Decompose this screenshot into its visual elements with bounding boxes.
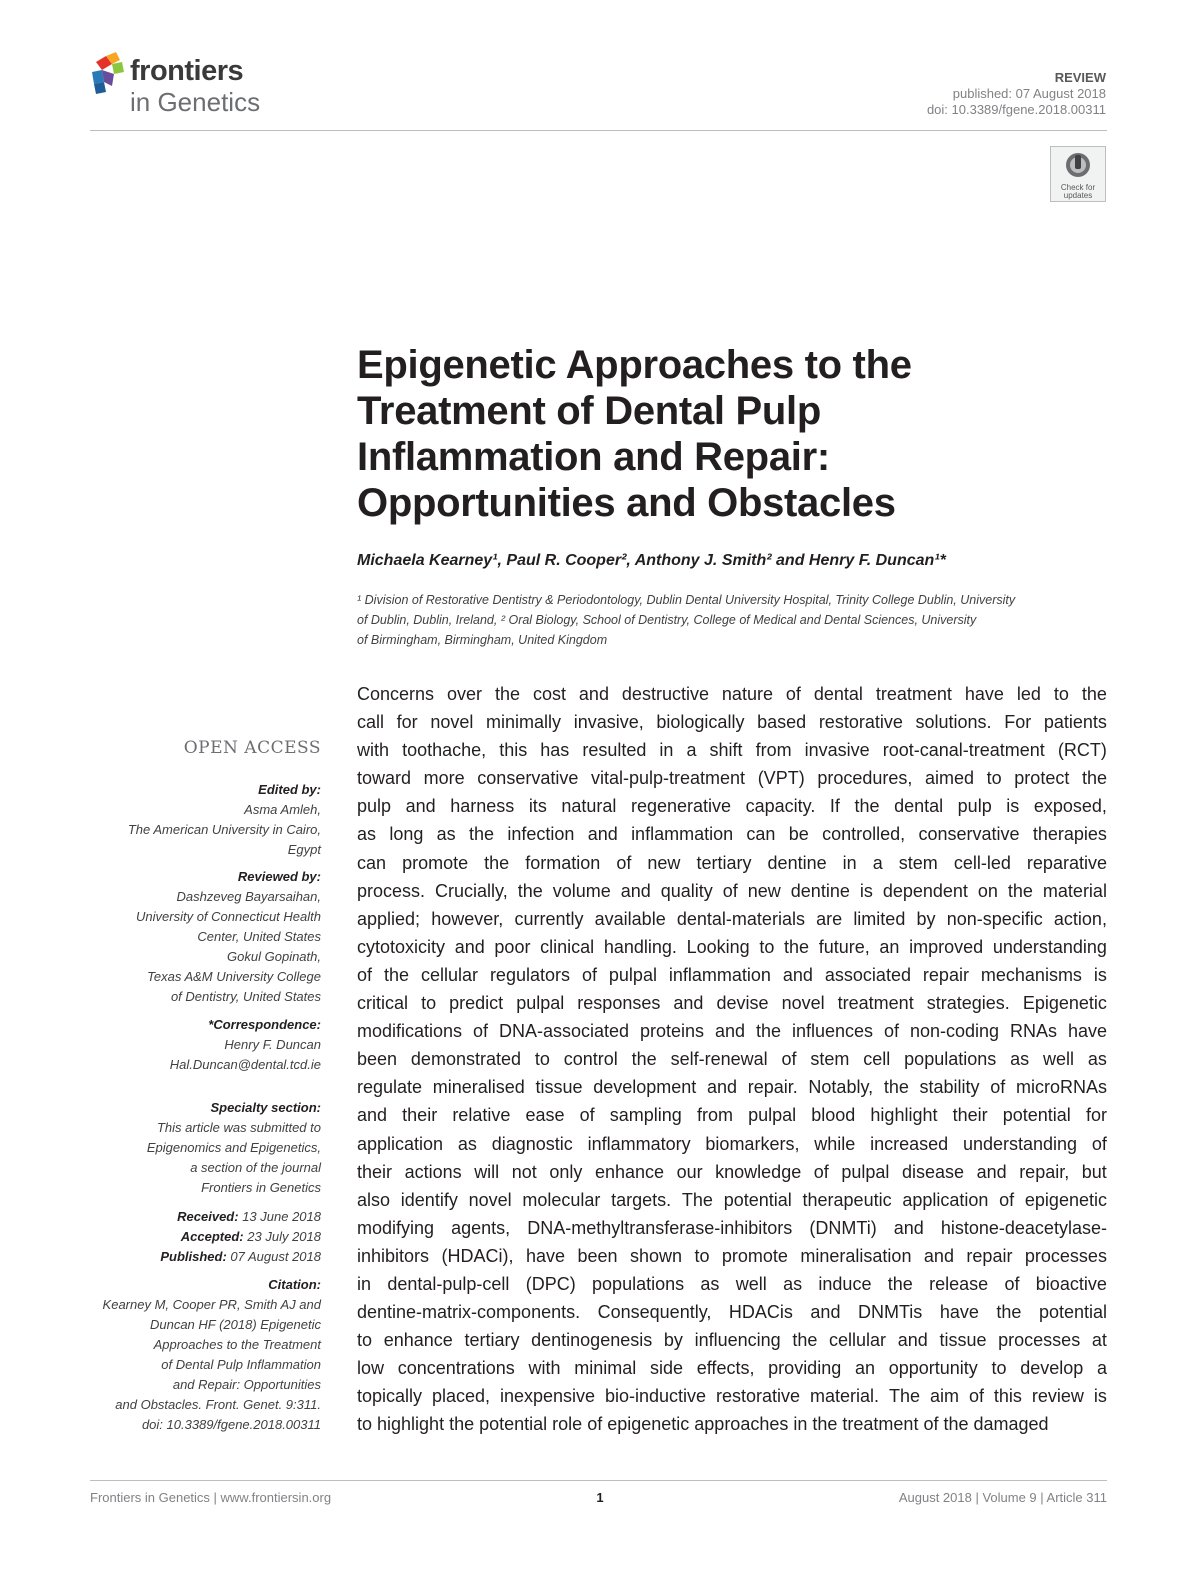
frontiers-logo-icon [90,52,126,94]
abstract-line: pulp and harness its natural regenerative capacity. If the dental pulp is exposed, [357,796,1107,817]
footer-divider [90,1480,1107,1481]
reviewed-by-section [80,867,321,1007]
correspondence-name: Henry F. Duncan [224,1037,321,1052]
correspondence-heading: *Correspondence: [208,1017,321,1032]
abstract-line: in dental-pulp-cell (DPC) populations as well as induce the release of bioactive [357,1273,1107,1294]
citation-doi[interactable]: doi: 10.3389/fgene.2018.00311 [141,1417,321,1432]
abstract-line: application as diagnostic inflammatory biomarkers, while increased understanding of [357,1133,1107,1154]
abstract-line: as long as the infection and inflammation can be controlled, conservative therapies [357,824,1107,845]
check-for-updates-label-2: updates [1063,191,1093,200]
abstract-line: cytotoxicity and poor clinical handling. Looking to the future, an improved understanding [357,936,1107,957]
affiliation-line: ¹ Division of Restorative Dentistry & Periodontology, Dublin Dental University Hospital, Trinity College Dublin, University [357,593,1016,607]
abstract-line: low concentrations with minimal side effects, providing an opportunity to develop a [357,1358,1107,1379]
abstract-line: can promote the formation of new tertiary dentine in a stem cell-led reparative [357,852,1107,873]
abstract-line: topically placed, inexpensive bio-inductive restorative material. The aim of this review is [357,1386,1107,1407]
affiliation-line: of Birmingham, Birmingham, United Kingdom [357,633,608,647]
reviewed-by-heading: Reviewed by: [237,869,321,884]
abstract-line: inhibitors (HDACi), have been shown to promote mineralisation and repair processes [357,1245,1107,1266]
abstract-line: applied; however, currently available dental-materials are limited by non-specific action, [357,908,1107,929]
page-number: 1 [596,1490,604,1505]
title-line: Epigenetic Approaches to the [357,343,912,387]
logo-journal-name: in Genetics [130,87,261,117]
abstract-line: process. Crucially, the volume and quality of new dentine is dependent on the material [357,880,1107,901]
abstract-line: Concerns over the cost and destructive nature of dental treatment have led to the [357,684,1107,704]
citation-line: Approaches to the Treatment [153,1337,321,1352]
specialty-line: a section of the journal [190,1160,321,1175]
title-line: Opportunities and Obstacles [357,481,896,525]
reviewer-line: Dashzeveg Bayarsaihan, [176,889,321,904]
article-type: REVIEW [1054,70,1106,85]
abstract-line: with toothache, this has resulted in a shift from invasive root-canal-treatment (RCT) [357,740,1107,761]
article-meta [927,70,1106,118]
abstract-line: been demonstrated to control the self-renewal of stem cell populations as well as [357,1049,1107,1070]
reviewer-line: University of Connecticut Health [136,909,321,924]
specialty-section [80,1098,321,1198]
abstract-line: modifying agents, DNA-methyltransferase-inhibitors (DNMTi) and histone-deacetylase- [357,1217,1107,1238]
specialty-line: This article was submitted to [156,1120,321,1135]
article-title [357,342,1107,526]
citation-heading: Citation: [268,1277,321,1292]
journal-logo [90,52,290,122]
abstract-line: to highlight the potential role of epigenetic approaches in the treatment of the damaged [357,1414,1049,1435]
reviewer-line: Texas A&M University College [147,969,321,984]
received-date: Received: 13 June 2018 [177,1209,321,1224]
abstract-line: to enhance tertiary dentinogenesis by influencing the cellular and tissue processes at [357,1330,1107,1351]
correspondence-email[interactable]: Hal.Duncan@dental.tcd.ie [169,1057,321,1072]
reviewer-line: of Dentistry, United States [170,989,321,1004]
reviewer-line: Center, United States [197,929,321,944]
abstract-line: toward more conservative vital-pulp-treatment (VPT) procedures, aimed to protect the [357,768,1107,789]
abstract-line: of the cellular regulators of pulpal inflammation and associated repair mechanisms is [357,964,1107,985]
footer-journal-link[interactable]: Frontiers in Genetics | www.frontiersin.org [90,1490,332,1505]
check-for-updates-button[interactable] [1050,146,1106,202]
abstract-line: critical to predict pulpal responses and devise novel treatment strategies. Epigenetic [357,993,1107,1014]
publish-date: published: 07 August 2018 [952,86,1106,101]
citation-line: and Obstacles. Front. Genet. 9:311. [115,1397,321,1412]
reviewer-line: Gokul Gopinath, [227,949,321,964]
citation-line: and Repair: Opportunities [172,1377,321,1392]
edited-by-section [80,780,321,860]
abstract-line: and their relative ease of sampling from pulpal blood highlight their potential for [357,1105,1107,1126]
logo-wordmark: frontiers [130,55,244,87]
article-doi[interactable]: doi: 10.3389/fgene.2018.00311 [926,102,1106,117]
author-list: Michaela Kearney¹, Paul R. Cooper², Anthony J. Smith² and Henry F. Duncan¹* [357,552,946,569]
abstract-line: dentine-matrix-components. Consequently, HDACis and DNMTis have the potential [357,1302,1107,1323]
dates-section [80,1207,321,1267]
editor-line: Asma Amleh, [244,802,321,817]
editor-line: The American University in Cairo, [127,822,321,837]
edited-by-heading: Edited by: [258,782,321,797]
title-line: Treatment of Dental Pulp [357,389,821,433]
citation-line: Duncan HF (2018) Epigenetic [149,1317,321,1332]
specialty-line: Epigenomics and Epigenetics, [146,1140,321,1155]
abstract-line: modifications of DNA-associated proteins and the influences of non-coding RNAs have [357,1021,1107,1042]
open-access-label: OPEN ACCESS [183,738,321,758]
check-for-updates-label: Check for [1060,183,1096,192]
title-line: Inflammation and Repair: [357,435,830,479]
accepted-date: Accepted: 23 July 2018 [180,1229,321,1244]
abstract-line: their actions will not only enhance our knowledge of pulpal disease and repair, but [357,1161,1107,1182]
editor-line: Egypt [287,842,321,857]
specialty-line: Frontiers in Genetics [201,1180,321,1195]
correspondence-section [80,1015,321,1075]
published-date: Published: 07 August 2018 [160,1249,321,1264]
specialty-heading: Specialty section: [210,1100,321,1115]
abstract-line: also identify novel molecular targets. The potential therapeutic application of epigenetic [357,1189,1107,1210]
citation-line: Kearney M, Cooper PR, Smith AJ and [102,1297,321,1312]
affiliations [357,590,1077,650]
abstract [357,680,1107,1439]
affiliation-line: of Dublin, Dublin, Ireland, ² Oral Biology, School of Dentistry, College of Medical and Dental Sciences, University [357,613,977,627]
abstract-line: regulate mineralised tissue development and repair. Notably, the stability of microRNAs [357,1077,1107,1098]
citation-line: of Dental Pulp Inflammation [161,1357,321,1372]
abstract-line: call for novel minimally invasive, biologically based restorative solutions. For patients [357,712,1107,733]
citation-section [80,1275,321,1435]
header-divider [90,130,1107,131]
check-for-updates-icon [1064,151,1092,179]
footer-issue-info: August 2018 | Volume 9 | Article 311 [898,1490,1107,1505]
